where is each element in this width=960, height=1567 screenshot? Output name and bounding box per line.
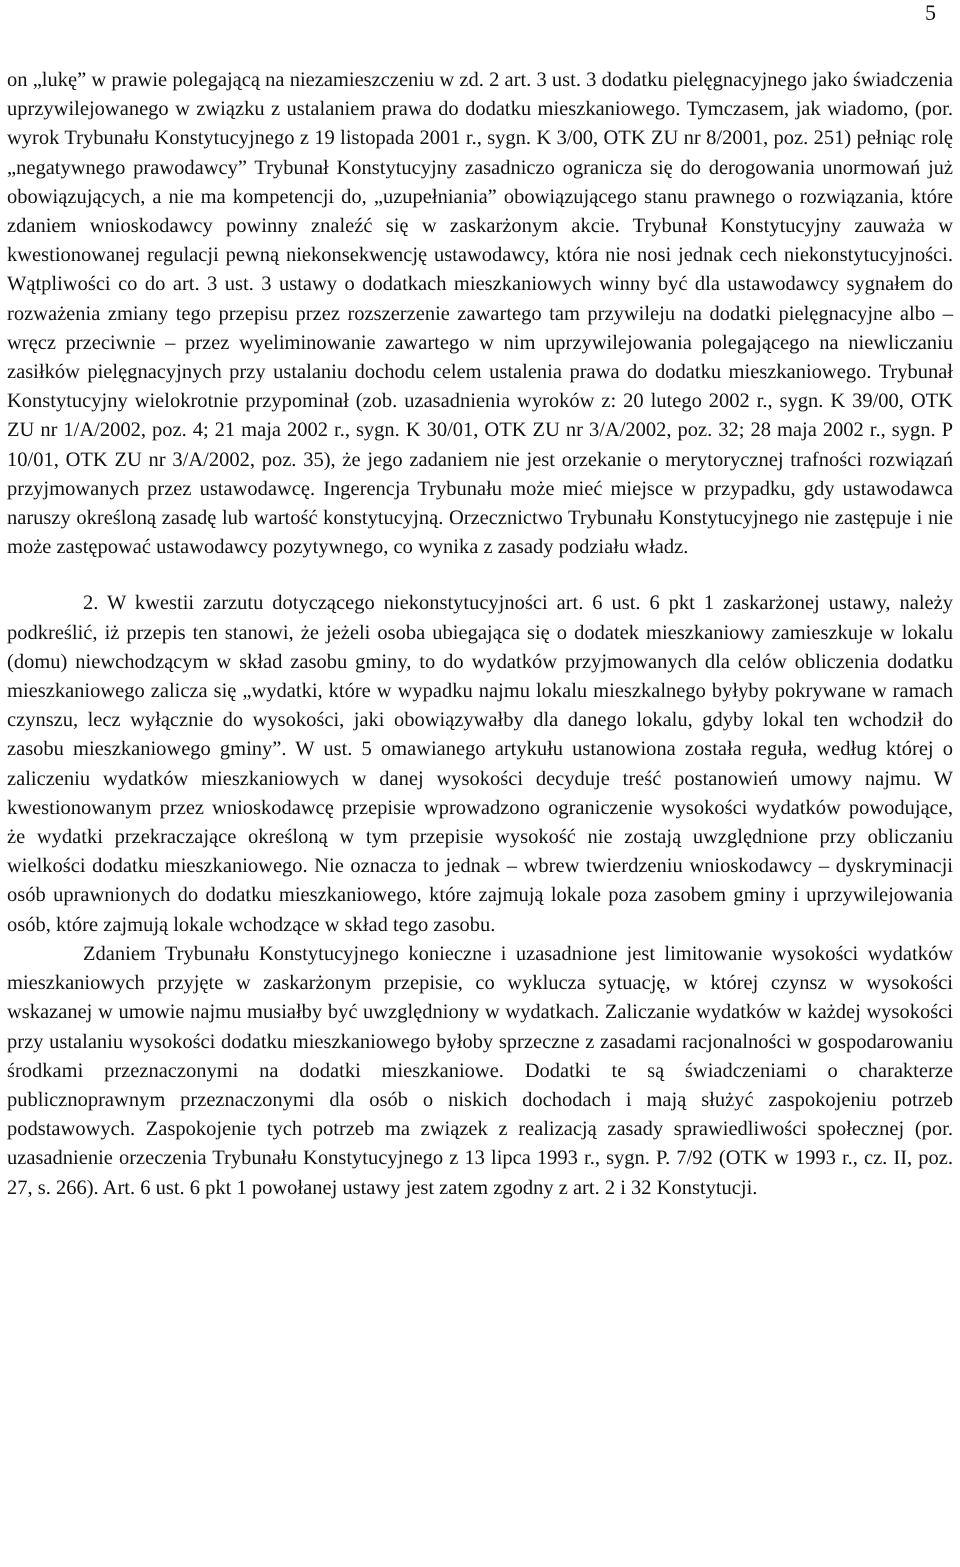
- page-number: 5: [925, 0, 936, 25]
- paragraph-1: on „lukę” w prawie polegającą na niezamieszczeniu w zd. 2 art. 3 ust. 3 dodatku pielęgnacyjnego jako świadczenia uprzywilejowanego w związku z ustalaniem prawa do dodatku mieszkaniowego. Tymczasem, jak wiadomo, (por. wyrok Trybunału Konstytucyjnego z 19 listopada 2001 r., sygn. K 3/00, OTK ZU nr 8/2001, poz. 251) pełniąc rolę „negatywnego prawodawcy” Trybunał Konstytucyjny zasadniczo ogranicza się do derogowania unormowań już obowiązujących, a nie ma kompetencji do, „uzupełniania” obowiązującego stanu prawnego o rozwiązania, które zdaniem wnioskodawcy powinny znaleźć się w zaskarżonym akcie. Trybunał Konstytucyjny zauważa w kwestionowanej regulacji pewną niekonsekwencję ustawodawcy, która nie nosi jednak cech niekonstytucyjności. Wątpliwości co do art. 3 ust. 3 ustawy o dodatkach mieszkaniowych winny być dla ustawodawcy sygnałem do rozważenia zmiany tego przepisu przez rozszerzenie zawartego tam przywileju na dodatki pielęgnacyjne albo – wręcz przeciwnie – przez wyeliminowanie zawartego w nim uprzywilejowania polegającego na niewliczaniu zasiłków pielęgnacyjnych przy ustalaniu dochodu celem ustalenia prawa do dodatku mieszkaniowego. Trybunał Konstytucyjny wielokrotnie przypominał (zob. uzasadnienia wyroków z: 20 lutego 2002 r., sygn. K 39/00, OTK ZU nr 1/A/2002, poz. 4; 21 maja 2002 r., sygn. K 30/01, OTK ZU nr 3/A/2002, poz. 32; 28 maja 2002 r., sygn. P 10/01, OTK ZU nr 3/A/2002, poz. 35), że jego zadaniem nie jest orzekanie o merytorycznej trafności rozwiązań przyjmowanych przez ustawodawcę. Ingerencja Trybunału może mieć miejsce w przypadku, gdy ustawodawca naruszy określoną zasadę lub wartość konstytucyjną. Orzecznictwo Trybunału Konstytucyjnego nie zastępuje i nie może zastępować ustawodawcy pozytywnego, co wynika z zasady podziału władz.: [7, 69, 953, 559]
- paragraph-2: 2. W kwestii zarzutu dotyczącego niekonstytucyjności art. 6 ust. 6 pkt 1 zaskarżonej ustawy, należy podkreślić, iż przepis ten stanowi, że jeżeli osoba ubiegająca się o dodatek mieszkaniowy zamieszkuje w lokalu (domu) niewchodzącym w skład zasobu gminy, to do wydatków przyjmowanych dla celów obliczenia dodatku mieszkaniowego zalicza się „wydatki, które w wypadku najmu lokalu mieszkalnego byłyby pokrywane w ramach czynszu, lecz wyłącznie do wysokości, jaki obowiązywałby dla danego lokalu, gdyby lokal ten wchodził do zasobu mieszkaniowego gminy”. W ust. 5 omawianego artykułu ustanowiona została reguła, według której o zaliczeniu wydatków mieszkaniowych w danej wysokości decyduje treść postanowień umowy najmu. W kwestionowanym przez wnioskodawcę przepisie wprowadzono ograniczenie wysokości wydatków powodujące, że wydatki przekraczające określoną w tym przepisie wysokość nie zostają uwzględnione przy obliczaniu wielkości dodatku mieszkaniowego. Nie oznacza to jednak – wbrew twierdzeniu wnioskodawcy – dyskryminacji osób uprawnionych do dodatku mieszkaniowego, które zajmują lokale poza zasobem gminy i uprzywilejowania osób, które zajmują lokale wchodzące w skład tego zasobu.: [7, 592, 953, 936]
- document-body: [7, 66, 953, 1203]
- paragraph-3: Zdaniem Trybunału Konstytucyjnego konieczne i uzasadnione jest limitowanie wysokości wydatków mieszkaniowych przyjęte w zaskarżonym przepisie, co wyklucza sytuację, w której czynsz w wysokości wskazanej w umowie najmu musiałby być uwzględniony w wydatkach. Zaliczanie wydatków w każdej wysokości przy ustalaniu wysokości dodatku mieszkaniowego byłoby sprzeczne z zasadami racjonalności w gospodarowaniu środkami przeznaczonymi na dodatki mieszkaniowe. Dodatki te są świadczeniami o charakterze publicznoprawnym przeznaczonymi dla osób o niskich dochodach i mają służyć zaspokojeniu potrzeb podstawowych. Zaspokojenie tych potrzeb ma związek z realizacją zasady sprawiedliwości społecznej (por. uzasadnienie orzeczenia Trybunału Konstytucyjnego z 13 lipca 1993 r., sygn. P. 7/92 (OTK w 1993 r., cz. II, poz. 27, s. 266). Art. 6 ust. 6 pkt 1 powołanej ustawy jest zatem zgodny z art. 2 i 32 Konstytucji.: [7, 942, 953, 1199]
- paragraph-gap: [7, 562, 953, 589]
